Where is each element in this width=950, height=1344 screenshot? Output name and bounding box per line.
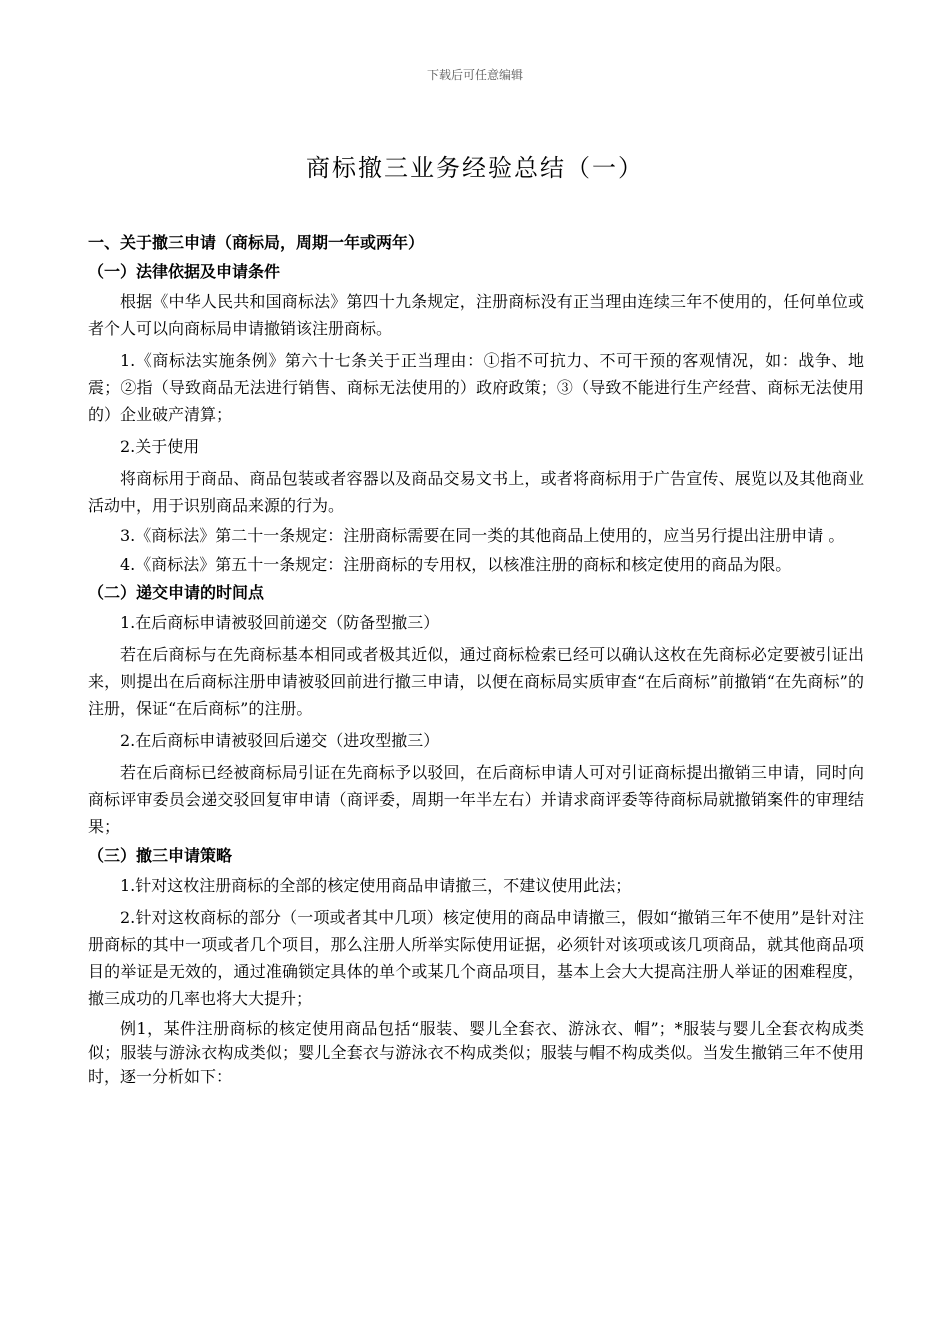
subsection-heading-strategy: （三）撤三申请策略 — [88, 846, 233, 865]
header-note: 下载后可任意编辑 — [426, 68, 523, 82]
paragraph-item-2-title: 2.关于使用 — [120, 437, 200, 456]
paragraph-strategy-2: 2.针对这枚商标的部分（一项或者其中几项）核定使用的商品申请撤三，假如“撤销三年不使用”是针对注册商标的其中一项或者几个项目，那么注册人所举实际使用证据，必须针对该项或该几项商品，就其他商品项目的举证是无效的，通过准确锁定具体的单个或某几个商品项目，基本上会大大提高注册人举证的困难程度，撤三成功的几率也将大大提升； — [88, 908, 864, 1008]
paragraph-timing-1-body: 若在后商标与在先商标基本相同或者极其近似，通过商标检索已经可以确认这枚在先商标必定要被引证出来，则提出在后商标注册申请被驳回前进行撤三申请，以便在商标局实质审查“在后商标”前撤销“在先商标”的注册，保证“在后商标”的注册。 — [88, 645, 864, 718]
paragraph-item-3: 3.《商标法》第二十一条规定：注册商标需要在同一类的其他商品上使用的，应当另行提出注册申请 。 — [120, 526, 845, 545]
paragraph-intro: 根据《中华人民共和国商标法》第四十九条规定，注册商标没有正当理由连续三年不使用的，任何单位或者个人可以向商标局申请撤销该注册商标。 — [88, 292, 864, 338]
section-heading-1: 一、关于撤三申请（商标局，周期一年或两年） — [88, 233, 425, 252]
subsection-heading-legal-basis: （一）法律依据及申请条件 — [88, 262, 281, 281]
paragraph-item-2-body: 将商标用于商品、商品包装或者容器以及商品交易文书上，或者将商标用于广告宣传、展览以及其他商业活动中，用于识别商品来源的行为。 — [88, 469, 864, 515]
paragraph-timing-1-title: 1.在后商标申请被驳回前递交（防备型撤三） — [120, 613, 440, 632]
paragraph-item-1: 1.《商标法实施条例》第六十七条关于正当理由：①指不可抗力、不可干预的客观情况，如：战争、地震；②指（导致商品无法进行销售、商标无法使用的）政府政策；③（导致不能进行生产经营、商标无法使用的）企业破产清算； — [88, 351, 864, 424]
document-body — [88, 230, 864, 1089]
subsection-heading-timing: （二）递交申请的时间点 — [88, 583, 265, 602]
document-title: 商标撤三业务经验总结（一） — [306, 154, 644, 183]
paragraph-timing-2-title: 2.在后商标申请被驳回后递交（进攻型撤三） — [120, 731, 440, 750]
paragraph-item-4: 4.《商标法》第五十一条规定：注册商标的专用权，以核准注册的商标和核定使用的商品为限。 — [120, 555, 792, 574]
paragraph-timing-2-body: 若在后商标已经被商标局引证在先商标予以驳回，在后商标申请人可对引证商标提出撤销三申请，同时向商标评审委员会递交驳回复审申请（商评委，周期一年半左右）并请求商评委等待商标局就撤销案件的审理结果； — [88, 763, 864, 836]
paragraph-strategy-1: 1.针对这枚注册商标的全部的核定使用商品申请撤三，不建议使用此法； — [120, 876, 632, 895]
paragraph-example-1: 例1，某件注册商标的核定使用商品包括“服装、婴儿全套衣、游泳衣、帽”；*服装与婴儿全套衣构成类似；服装与游泳衣构成类似；婴儿全套衣与游泳衣不构成类似；服装与帽不构成类似。当发生撤销三年不使用时，逐一分析如下： — [88, 1019, 864, 1086]
